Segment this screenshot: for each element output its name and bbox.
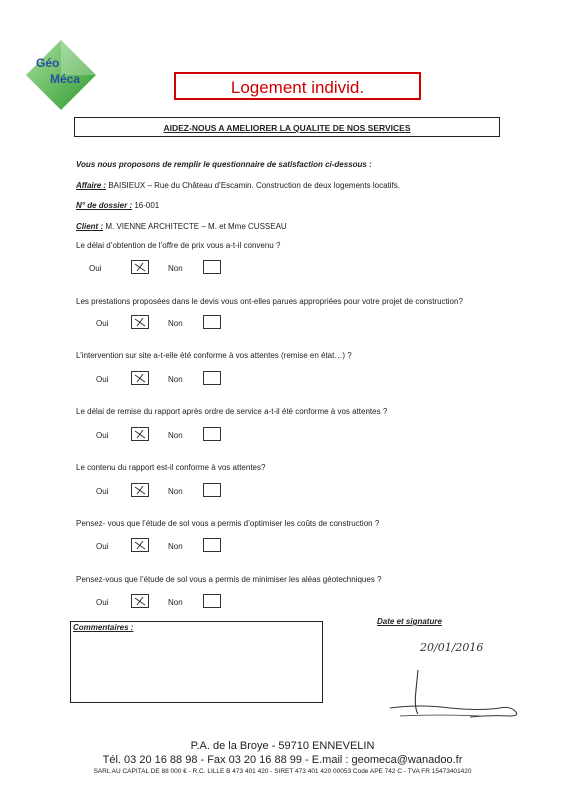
- question-4-text: Le délai de remise du rapport après ordre de service a-t-il été conforme à vos attentes ?: [76, 407, 388, 416]
- question-1-no-checkbox[interactable]: [203, 260, 221, 274]
- question-2-yes-label: Oui: [96, 319, 109, 328]
- question-7-text: Pensez-vous que l’étude de sol vous a permis de minimiser les aléas géotechniques ?: [76, 575, 382, 584]
- question-2-no-checkbox[interactable]: [203, 315, 221, 329]
- client-label: Client :: [76, 222, 104, 231]
- question-6-yes-checkbox[interactable]: [131, 538, 149, 552]
- check-mark-icon: [132, 428, 148, 440]
- question-6-no-label: Non: [168, 542, 183, 551]
- client-value: M. VIENNE ARCHITECTE – M. et Mme CUSSEAU: [103, 222, 287, 231]
- handwritten-date: 20/01/2016: [420, 641, 484, 654]
- question-3-no-checkbox[interactable]: [203, 371, 221, 385]
- signature-image: [380, 664, 530, 724]
- question-3-text: L’intervention sur site a-t-elle été conforme à vos attentes (remise en état…) ?: [76, 351, 352, 360]
- question-2-yes-checkbox[interactable]: [131, 315, 149, 329]
- comments-box[interactable]: [70, 621, 323, 703]
- question-5-no-label: Non: [168, 487, 183, 496]
- affaire-line: [76, 181, 400, 191]
- intro-text: Vous nous proposons de remplir le questionnaire de satisfaction ci-dessous :: [76, 160, 372, 169]
- question-1-yes-checkbox[interactable]: [131, 260, 149, 274]
- question-3-no-label: Non: [168, 375, 183, 384]
- question-4-no-label: Non: [168, 431, 183, 440]
- check-mark-icon: [132, 539, 148, 551]
- question-6-no-checkbox[interactable]: [203, 538, 221, 552]
- footer-address: P.A. de la Broye - 59710 ENNEVELIN: [190, 740, 375, 752]
- question-1-no-label: Non: [168, 264, 183, 273]
- question-4-yes-checkbox[interactable]: [131, 427, 149, 441]
- survey-title-box: [74, 117, 500, 137]
- date-signature-label: Date et signature: [377, 617, 442, 626]
- question-7-no-label: Non: [168, 598, 183, 607]
- question-5-no-checkbox[interactable]: [203, 483, 221, 497]
- check-mark-icon: [132, 372, 148, 384]
- comments-label: Commentaires :: [73, 623, 134, 632]
- question-7-yes-checkbox[interactable]: [131, 594, 149, 608]
- question-2-text: Les prestations proposées dans le devis vous ont-elles parues appropriées pour votre projet de construction?: [76, 297, 463, 306]
- question-5-yes-checkbox[interactable]: [131, 483, 149, 497]
- footer-legal: SARL AU CAPITAL DE 88 000 € - R.C. LILLE B 473 401 420 - SIRET 473 401 420 00053 Code APE 742 C - TVA FR 15473401420: [93, 768, 472, 775]
- company-logo: [24, 38, 98, 112]
- question-7-no-checkbox[interactable]: [203, 594, 221, 608]
- dossier-line: [76, 201, 159, 211]
- logo-text-meca: Méca: [50, 72, 81, 86]
- question-4-yes-label: Oui: [96, 431, 109, 440]
- check-mark-icon: [132, 316, 148, 328]
- question-3-yes-checkbox[interactable]: [131, 371, 149, 385]
- question-2-no-label: Non: [168, 319, 183, 328]
- footer-contact: Tél. 03 20 16 88 98 - Fax 03 20 16 88 99 - E.mail : geomeca@wanadoo.fr: [102, 754, 463, 766]
- affaire-value: BAISIEUX – Rue du Château d’Escamin. Construction de deux logements locatifs.: [106, 181, 401, 190]
- dossier-label: N° de dossier :: [76, 201, 133, 210]
- question-3-yes-label: Oui: [96, 375, 109, 384]
- client-line: [76, 222, 287, 232]
- dossier-value: 16-001: [132, 201, 160, 210]
- question-5-text: Le contenu du rapport est-il conforme à vos attentes?: [76, 463, 266, 472]
- check-mark-icon: [132, 595, 148, 607]
- check-mark-icon: [132, 261, 148, 273]
- question-1-text: Le délai d’obtention de l’offre de prix vous a-t-il convenu ?: [76, 241, 281, 250]
- housing-type-banner: Logement individ.: [174, 72, 421, 100]
- check-mark-icon: [132, 484, 148, 496]
- affaire-label: Affaire :: [76, 181, 107, 190]
- question-7-yes-label: Oui: [96, 598, 109, 607]
- question-1-yes-label: Oui: [89, 264, 102, 273]
- question-6-yes-label: Oui: [96, 542, 109, 551]
- logo-text-geo: Géo: [36, 56, 60, 70]
- question-4-no-checkbox[interactable]: [203, 427, 221, 441]
- survey-title: AIDEZ-NOUS A AMELIORER LA QUALITE DE NOS SERVICES: [163, 123, 411, 133]
- question-6-text: Pensez- vous que l’étude de sol vous a permis d’optimiser les coûts de construction ?: [76, 519, 380, 528]
- question-5-yes-label: Oui: [96, 487, 109, 496]
